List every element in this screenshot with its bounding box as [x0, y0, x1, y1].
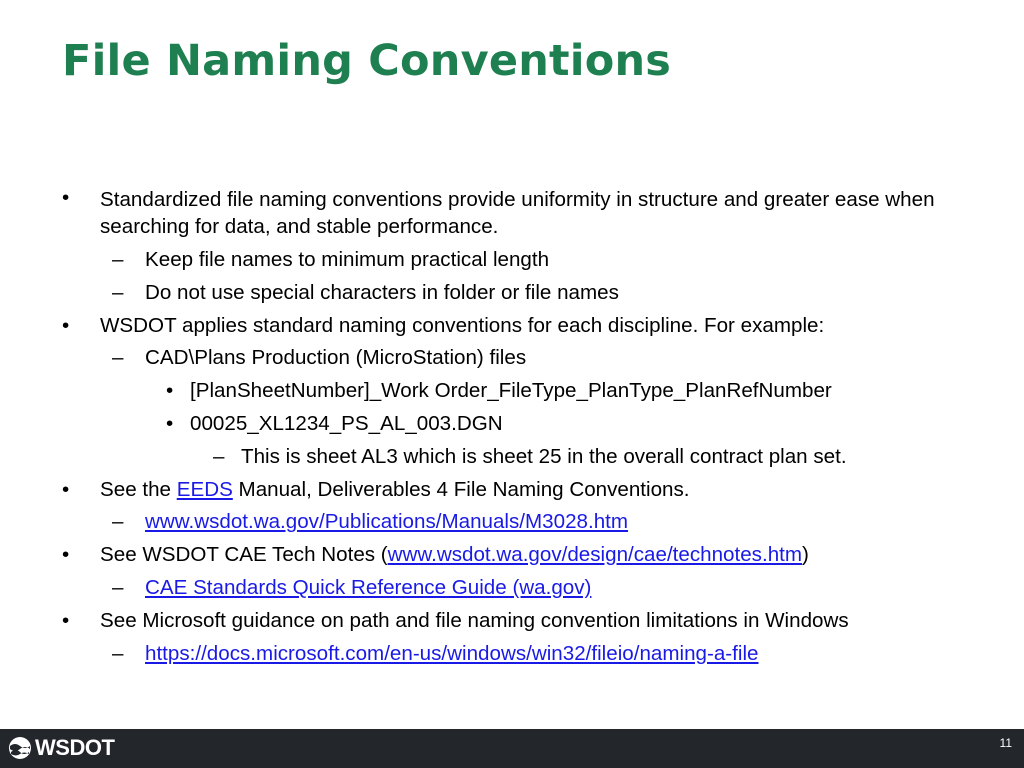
- bullet-marker: •: [62, 477, 70, 501]
- bullet-marker: •: [62, 313, 70, 337]
- bullet-text: See Microsoft guidance on path and file naming convention limitations in Windows: [100, 608, 849, 632]
- page-number: 11: [999, 736, 1012, 750]
- sub-bullet-item: [60, 506, 980, 539]
- dash-marker: –: [112, 575, 124, 599]
- sub-bullet-item: [60, 638, 980, 671]
- sub-bullet-item: [60, 244, 980, 277]
- bullet-text: 00025_XL1234_PS_AL_003.DGN: [190, 411, 503, 435]
- dash-marker: –: [112, 346, 124, 370]
- sub-bullet-item: [60, 277, 980, 310]
- dash-marker: –: [112, 641, 124, 665]
- bullet-text: CAD\Plans Production (MicroStation) files: [145, 346, 527, 370]
- dash-marker: –: [112, 280, 124, 304]
- slide-content: [60, 184, 980, 670]
- bullet-text: [PlanSheetNumber]_Work Order_FileType_PlanType_PlanRefNumber: [190, 379, 832, 403]
- bullet-text-suffix: Manual, Deliverables 4 File Naming Conventions.: [232, 477, 690, 501]
- bullet-marker: •: [62, 608, 70, 632]
- cae-standards-guide-link[interactable]: CAE Standards Quick Reference Guide (wa.gov): [145, 575, 592, 599]
- bullet-text: Do not use special characters in folder or file names: [145, 280, 619, 304]
- bullet-item: [60, 310, 980, 343]
- level4-bullet-item: [60, 441, 980, 474]
- sub-bullet-item: [60, 342, 980, 375]
- bullet-item: [60, 184, 980, 244]
- bullet-marker: •: [166, 379, 174, 403]
- bullet-text: WSDOT applies standard naming conventions for each discipline. For example:: [100, 313, 825, 337]
- sub-sub-bullet-item: [60, 375, 980, 408]
- wsdot-logo: [8, 736, 114, 760]
- bullet-item: [60, 605, 980, 638]
- bullet-text: Standardized file naming conventions provide uniformity in structure and greater ease when searching for data, and stable performance.: [100, 188, 935, 238]
- bullet-item: [60, 474, 980, 507]
- dash-marker: –: [112, 510, 124, 534]
- bullet-text-suffix: ): [802, 543, 809, 567]
- bullet-marker: •: [62, 186, 70, 209]
- bullet-marker: •: [62, 543, 70, 567]
- bullet-text: Keep file names to minimum practical length: [145, 248, 550, 271]
- eeds-link[interactable]: EEDS: [176, 477, 233, 501]
- dash-marker: –: [213, 444, 225, 468]
- microsoft-naming-link[interactable]: https://docs.microsoft.com/en-us/windows/win32/fileio/naming-a-file: [145, 641, 759, 665]
- m3028-manual-link[interactable]: www.wsdot.wa.gov/Publications/Manuals/M3028.htm: [145, 510, 629, 534]
- bullet-text: This is sheet AL3 which is sheet 25 in the overall contract plan set.: [241, 444, 847, 468]
- wsdot-logo-icon: [8, 736, 32, 760]
- cae-technotes-link[interactable]: www.wsdot.wa.gov/design/cae/technotes.htm: [387, 543, 803, 567]
- bullet-text-prefix: See WSDOT CAE Tech Notes (: [100, 543, 388, 567]
- footer-bar: [0, 729, 1024, 768]
- bullet-item: [60, 539, 980, 572]
- wsdot-logo-text: WSDOT: [35, 735, 115, 760]
- bullet-text-prefix: See the: [100, 477, 177, 501]
- sub-sub-bullet-item: [60, 408, 980, 441]
- dash-marker: –: [112, 248, 124, 271]
- bullet-marker: •: [166, 411, 174, 435]
- sub-bullet-item: [60, 572, 980, 605]
- slide-title: File Naming Conventions: [62, 36, 672, 86]
